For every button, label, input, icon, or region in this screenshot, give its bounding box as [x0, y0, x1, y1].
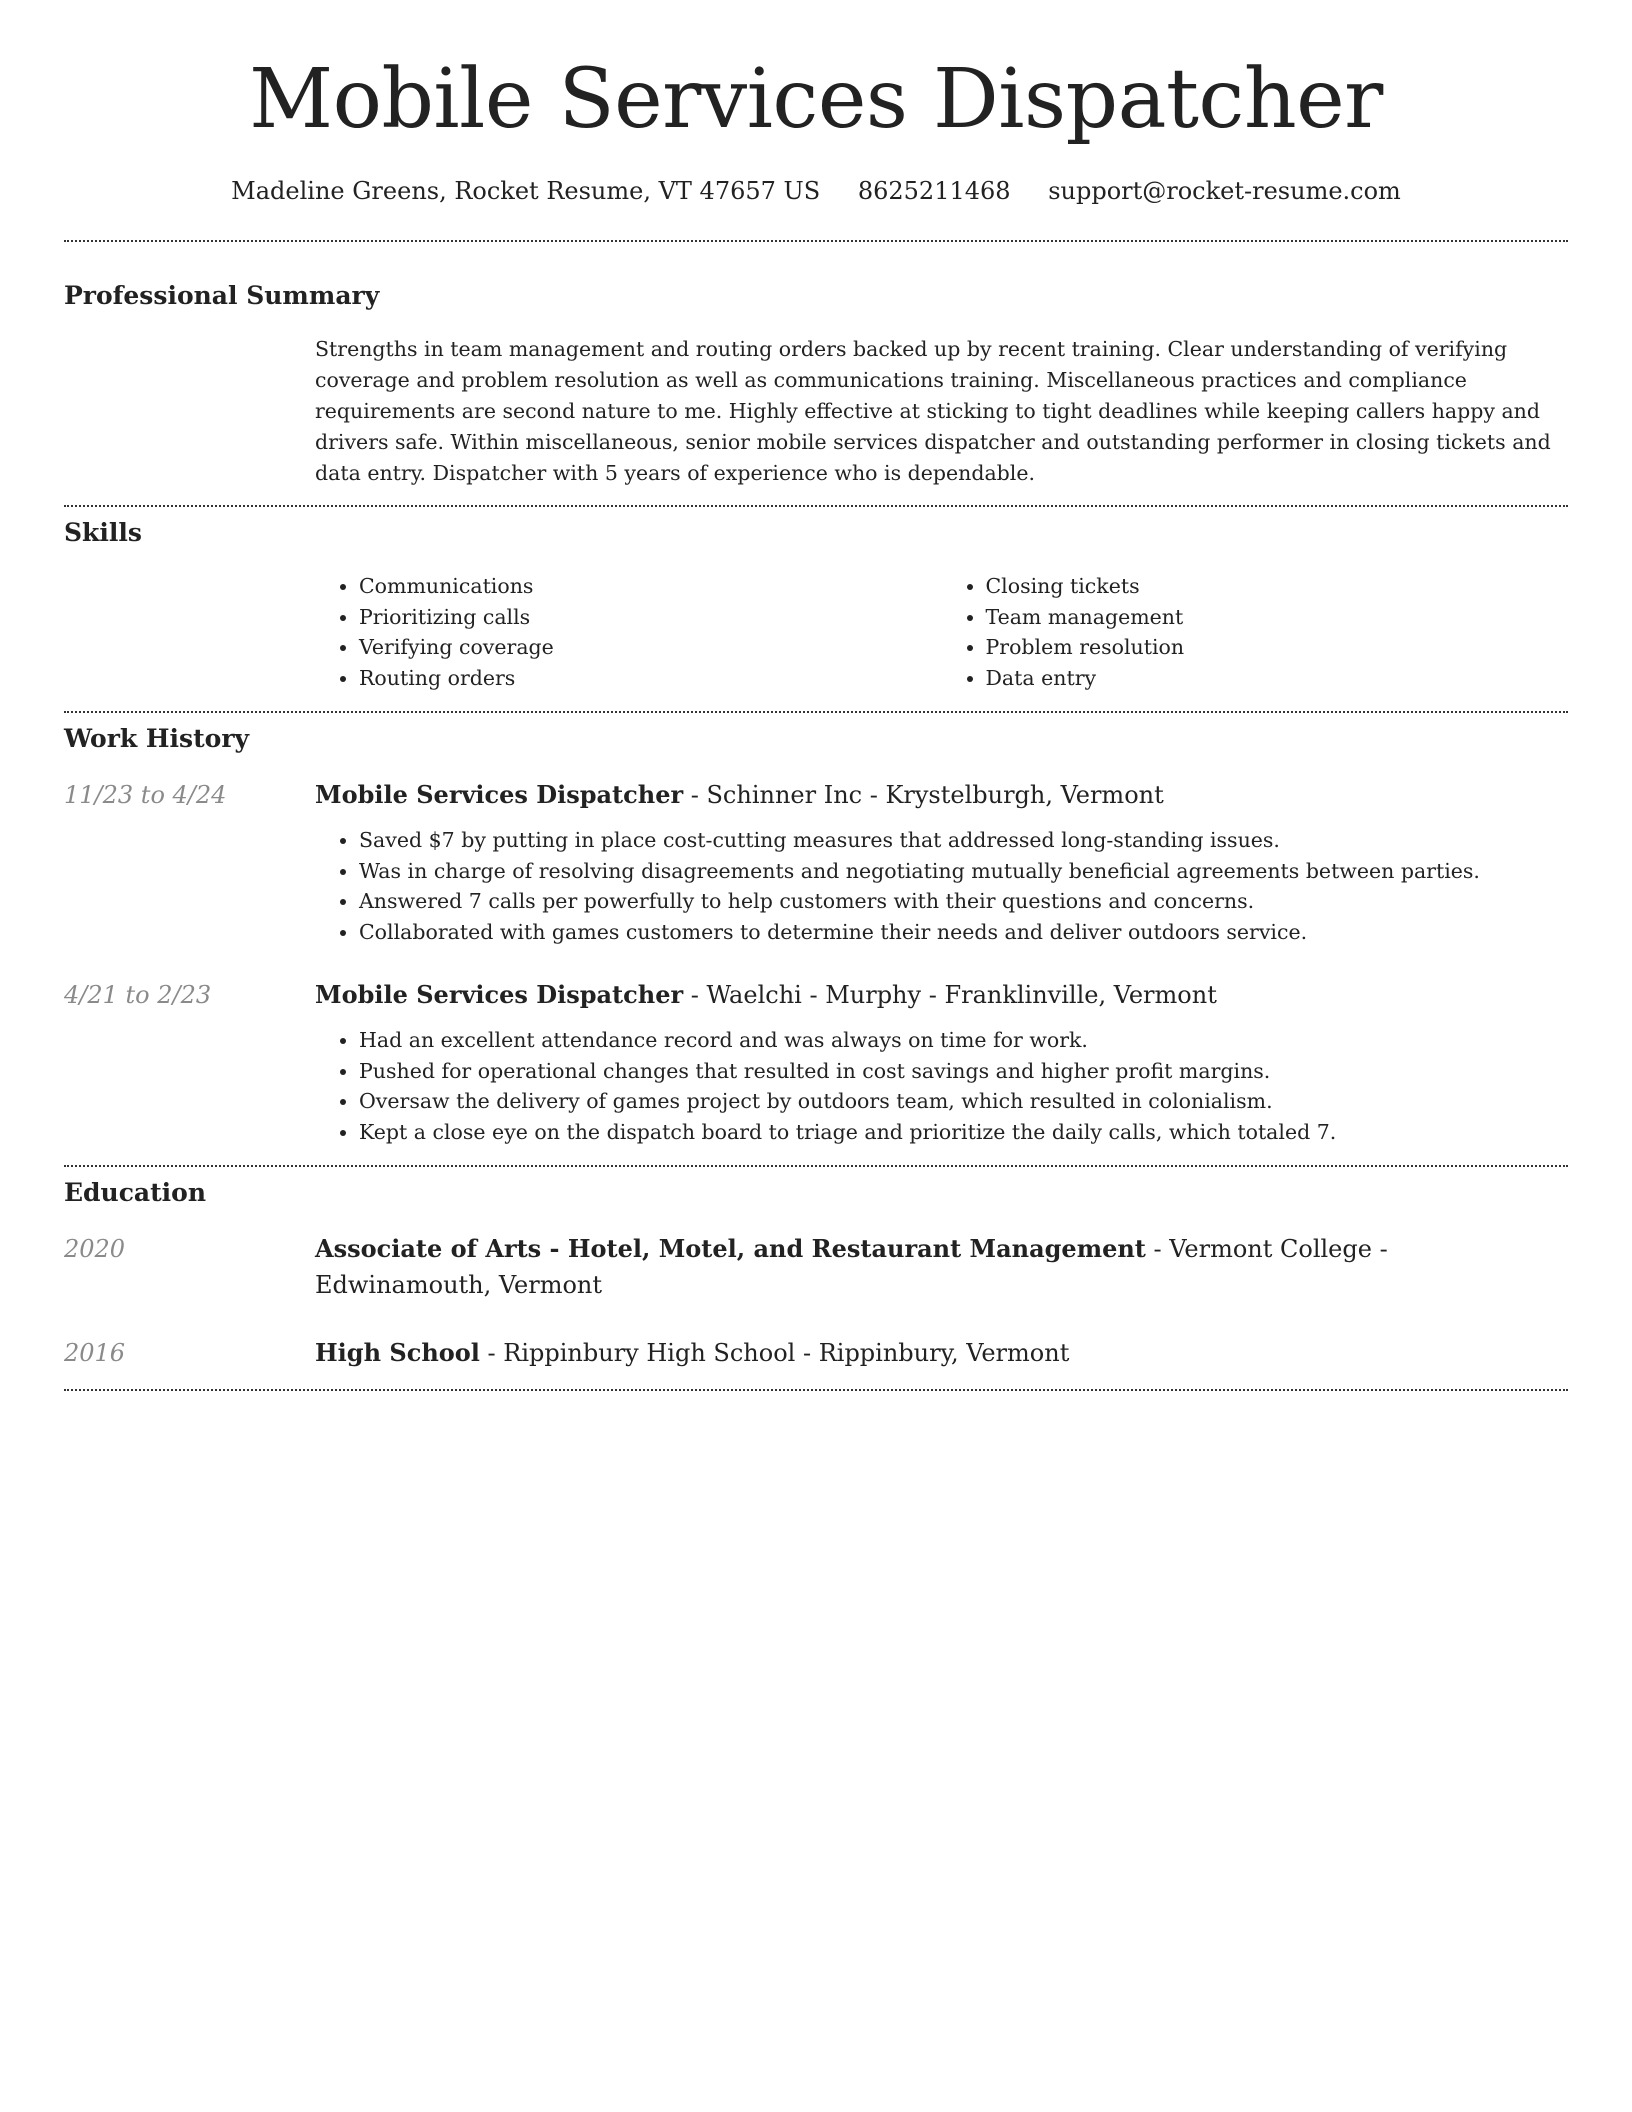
job-dates: 4/21 to 2/23: [64, 981, 212, 1009]
job-role: Mobile Services Dispatcher: [315, 780, 684, 809]
job-bullets: [315, 1025, 1568, 1147]
job-details: - Schinner Inc - Krystelburgh, Vermont: [683, 781, 1164, 809]
education-heading: Education: [64, 1178, 207, 1207]
summary-section: [64, 242, 1568, 489]
education-title: [315, 1231, 1568, 1303]
education-entry: [64, 1335, 1568, 1371]
job-dates: 11/23 to 4/24: [64, 781, 227, 809]
contact-phone: 8625211468: [857, 177, 1011, 205]
job-title: [315, 777, 1568, 813]
skill-item: • Verifying coverage: [359, 632, 942, 663]
job-title: [315, 977, 1568, 1013]
education-section: [64, 1167, 1568, 1371]
skill-item: • Team management: [986, 602, 1569, 633]
section-divider: [64, 1389, 1568, 1391]
skills-heading: Skills: [64, 518, 142, 547]
education-details: - Vermont College - Edwinamouth, Vermont: [315, 1235, 1388, 1299]
skill-item: • Communications: [359, 571, 942, 602]
skill-item: • Data entry: [986, 663, 1569, 694]
contact-email: support@rocket-resume.com: [1048, 177, 1401, 205]
work-heading: Work History: [64, 724, 250, 753]
education-degree: Associate of Arts - Hotel, Motel, and Restaurant Management: [315, 1234, 1146, 1263]
education-entry: [64, 1231, 1568, 1303]
job-role: Mobile Services Dispatcher: [315, 980, 684, 1009]
education-title: [315, 1335, 1568, 1371]
skill-item: • Closing tickets: [986, 571, 1569, 602]
summary-text: Strengths in team management and routing orders backed up by recent training. Clear understanding of verifying coverage and problem resolution as well as communications training. Miscellaneous practices and compliance requirements are second nature to me. Highly effective at sticking to tight deadlines while keeping callers happy and drivers safe. Within miscellaneous, senior mobile services dispatcher and outstanding performer in closing tickets and data entry. Dispatcher with 5 years of experience who is dependable.: [315, 337, 1551, 485]
skill-item: • Routing orders: [359, 663, 942, 694]
education-details: - Rippinbury High School - Rippinbury, Vermont: [479, 1339, 1070, 1367]
candidate-name: Mobile Services Dispatcher: [249, 52, 1383, 147]
skills-section: [64, 507, 1568, 693]
job-details: - Waelchi - Murphy - Franklinville, Vermont: [683, 981, 1217, 1009]
job-entry: [64, 977, 1568, 1147]
job-bullets: [315, 825, 1568, 947]
work-section: [64, 713, 1568, 1147]
skill-item: • Problem resolution: [986, 632, 1569, 663]
summary-heading: Professional Summary: [64, 281, 380, 310]
job-bullet: • Oversaw the delivery of games project by outdoors team, which resulted in colonialism.: [359, 1086, 1568, 1117]
job-bullet: • Collaborated with games customers to determine their needs and deliver outdoors service.: [359, 917, 1568, 948]
contact-line: [64, 176, 1568, 206]
skills-list-right: [942, 571, 1569, 693]
skill-item: • Prioritizing calls: [359, 602, 942, 633]
job-bullet: • Pushed for operational changes that resulted in cost savings and higher profit margins.: [359, 1056, 1568, 1087]
job-bullet: • Answered 7 calls per powerfully to help customers with their questions and concerns.: [359, 886, 1568, 917]
skills-list-left: [315, 571, 942, 693]
education-degree: High School: [315, 1338, 480, 1367]
education-year: 2020: [64, 1235, 126, 1263]
job-bullet: • Kept a close eye on the dispatch board to triage and prioritize the daily calls, which totaled 7.: [359, 1117, 1568, 1148]
education-year: 2016: [64, 1339, 126, 1367]
job-entry: [64, 777, 1568, 947]
job-bullet: • Had an excellent attendance record and was always on time for work.: [359, 1025, 1568, 1056]
contact-address: Madeline Greens, Rocket Resume, VT 47657 US: [231, 177, 821, 205]
job-bullet: • Was in charge of resolving disagreements and negotiating mutually beneficial agreements between parties.: [359, 856, 1568, 887]
job-bullet: • Saved $7 by putting in place cost-cutting measures that addressed long-standing issues.: [359, 825, 1568, 856]
